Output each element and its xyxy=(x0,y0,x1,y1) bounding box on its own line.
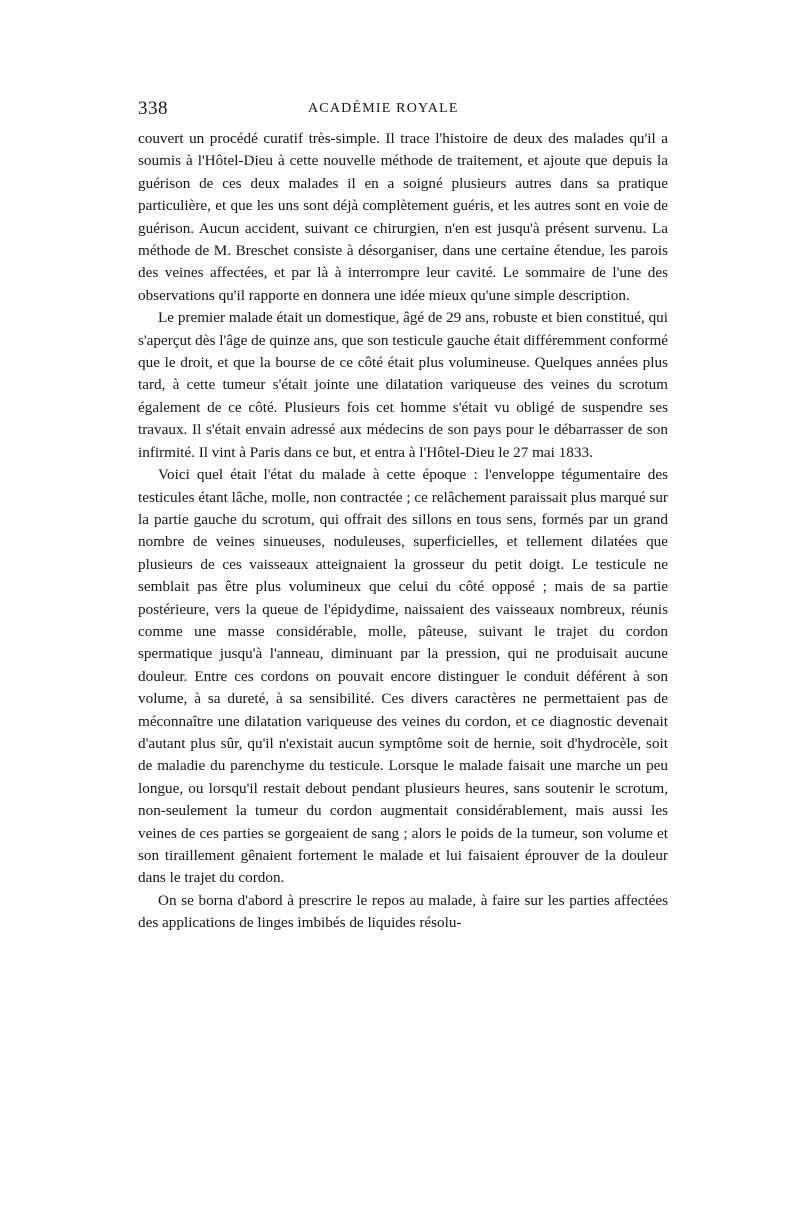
running-head: ACADÉMIE ROYALE xyxy=(308,101,459,116)
paragraph: couvert un procédé curatif très-simple. Il trace l'histoire de deux des malades qu'il a soumis à l'Hôtel-Dieu à cette nouvelle méthode de traitement, et ajoute que depuis la guérison de ces deux malades il en a soigné plusieurs autres dans sa pratique particulière, et que les uns sont déjà complètement guéris, et les autres sont en voie de guérison. Aucun accident, suivant ce chirurgien, n'en est jusqu'à présent survenu. La méthode de M. Breschet consiste à désorganiser, dans une certaine étendue, les parois des veines affectées, et par là à interrompre leur cavité. Le sommaire de l'une des observations qu'il rapporte en donnera une idée mieux qu'une simple description. xyxy=(138,130,668,304)
paragraph: Voici quel était l'état du malade à cette époque : l'enveloppe tégumentaire des testicules étant lâche, molle, non contractée ; ce relâchement paraissait plus marqué sur la partie gauche du scrotum, qui offrait des sillons en tous sens, formés par un grand nombre de veines sinueuses, noduleuses, superficielles, et tellement dilatées que plusieurs de ces vaisseaux atteignaient la grosseur du petit doigt. Le testicule ne semblait pas être plus volumineux que celui du côté opposé ; mais de sa partie postérieure, vers la queue de l'épidydime, naissaient des vaisseaux nombreux, réunis comme une masse considérable, molle, pâteuse, suivant le trajet du cordon spermatique jusqu'à l'anneau, diminuant par la pression, qui ne produisait aucune douleur. Entre ces cordons on pouvait encore distinguer le conduit déférent à son volume, à sa dureté, à sa sensibilité. Ces divers caractères ne permettaient pas de méconnaître une dilatation variqueuse des veines du cordon, et ce diagnostic devenait d'autant plus sûr, qu'il n'existait aucun symptôme soit de hernie, soit d'hydrocèle, soit de maladie du parenchyme du testicule. Lorsque le malade faisait une marche un peu longue, ou lorsqu'il restait debout pendant plusieurs heures, sans soutenir le scrotum, non-seulement la tumeur du cordon augmentait considérablement, mais aussi les veines de ces parties se gorgeaient de sang ; alors le poids de la tumeur, son volume et son tiraillement gênaient fortement le malade et lui faisaient éprouver de la douleur dans le trajet du cordon. xyxy=(138,466,668,887)
page-header xyxy=(138,98,668,128)
paragraph: On se borna d'abord à prescrire le repos au malade, à faire sur les parties affectées des applications de linges imbibés de liquides résolu- xyxy=(138,891,668,932)
page-number: 338 xyxy=(138,98,168,119)
book-page xyxy=(138,98,668,935)
paragraph: Le premier malade était un domestique, âgé de 29 ans, robuste et bien constitué, qui s'aperçut dès l'âge de quinze ans, que son testicule gauche était différemment conformé que le droit, et que la bourse de ce côté était plus volumineuse. Quelques années plus tard, à cette tumeur s'était jointe une dilatation variqueuse des veines du scrotum également de ce côté. Plusieurs fois cet homme s'était vu obligé de suspendre ses travaux. Il s'était envain adressé aux médecins de son pays pour le débarrasser de son infirmité. Il vint à Paris dans ce but, et entra à l'Hôtel-Dieu le 27 mai 1833. xyxy=(138,309,668,461)
body-text xyxy=(138,128,668,935)
